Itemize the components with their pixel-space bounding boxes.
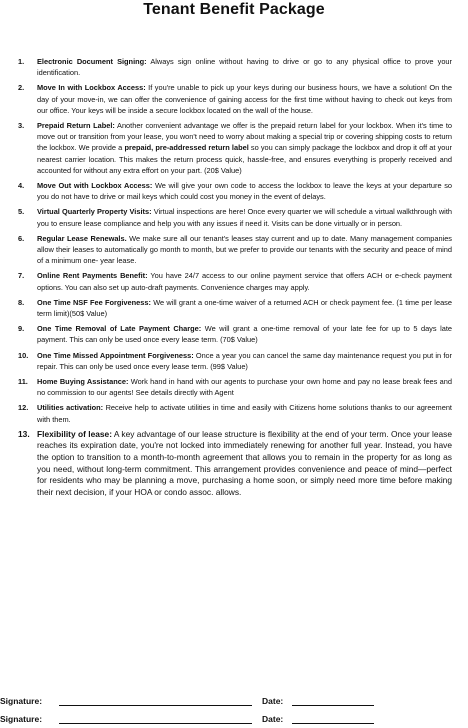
signature-label: Signature: (0, 714, 43, 724)
item-heading: One Time Removal of Late Payment Charge: (37, 324, 202, 334)
item-number: 10. (18, 350, 29, 360)
date-line[interactable] (292, 723, 374, 724)
benefit-item (0, 323, 468, 345)
item-text: Always sign online without having to drive or go to any physical office to prove your identification. (37, 57, 452, 78)
item-text: A key advantage of our lease structure is flexibility at the end of your term. Once your lease reaches its expiration date, you're not locked into immediately renewing for another full year. Instead, you have the option to transition to a month-to-month agreement that allows you to remain in the property for as long as you need, without long-term commitment. This arrangement provides convenience and peace of mind—perfect for residents who may be planning a move, purchasing a home soon, or simply need more time before making their next decision, if your HOA or condo assoc. allows. (37, 428, 453, 497)
item-heading: Electronic Document Signing: (37, 57, 147, 66)
item-heading: Virtual Quarterly Property Visits: (37, 207, 152, 217)
signature-line[interactable] (59, 723, 252, 724)
item-text: You have 24/7 access to our online payment service that offers ACH or e-check payment options. You can also set up auto-draft payments. Convenience charges may apply. (37, 271, 452, 292)
item-heading: Home Buying Assistance: (37, 377, 129, 387)
signature-line[interactable] (59, 705, 252, 706)
benefit-item (0, 429, 468, 499)
item-heading: One Time NSF Fee Forgiveness: (37, 297, 151, 307)
item-heading: Move Out with Lockbox Access: (37, 181, 153, 191)
item-text: We will grant a one-time removal of your late fee for up to 5 days late payment. This can only be used once every lease term. (70$ Value) (37, 324, 452, 345)
item-number: 12. (18, 403, 29, 413)
benefit-item (0, 206, 468, 228)
item-number: 8. (18, 297, 25, 307)
item-heading: Move In with Lockbox Access: (37, 83, 146, 93)
item-number: 13. (18, 428, 30, 439)
item-heading: Prepaid Return Label: (37, 121, 115, 131)
item-heading: One Time Missed Appointment Forgiveness: (37, 350, 194, 360)
document-title: Tenant Benefit Package (143, 1, 325, 18)
signature-row (0, 714, 468, 728)
item-number: 6. (18, 233, 25, 243)
item-text: Virtual inspections are here! Once every quarter we will schedule a virtual walkthrough with you to ensure lease compliance and help you with any issues if need it. Visits can be done virtually or in person. (37, 207, 452, 228)
item-text: Once a year you can cancel the same day maintenance request you put in for repair. This can only be used once every lease term. (99$ Value) (37, 350, 452, 371)
item-text: Another convenient advantage we offer is the prepaid return label for your lockbox. When it's time to move out or transition from your lease, you won't need to worry about making a special trip or covering shipping costs to return the lockbox. We provide a (37, 121, 452, 153)
benefit-list (0, 56, 468, 502)
benefit-item (0, 297, 468, 319)
item-text: Receive help to activate utilities in time and easily with Citizens home solutions thanks to our agreement with them. (37, 403, 452, 424)
item-text: We make sure all our tenant's leases stay current and up to date. Many management companies allow their leases to automatically go month to month, but we prefer to provide our tenants with the security and peace of mind of a minimum one- year lease. (37, 233, 452, 266)
date-label: Date: (262, 714, 284, 724)
item-text-continued: so you can simply package the lockbox and drop it off at your nearest carrier location. This makes the return process quick, hassle-free, and ensures everything is properly received and accounted for without any extra effort on your part. (20$ Value) (37, 143, 452, 175)
item-number: 4. (18, 181, 25, 191)
item-number: 1. (18, 57, 25, 66)
benefit-item (0, 270, 468, 292)
item-number: 11. (18, 377, 28, 387)
item-heading: Regular Lease Renewals. (37, 233, 127, 243)
signature-row (0, 696, 468, 710)
item-number: 2. (18, 83, 25, 93)
item-heading: Online Rent Payments Benefit: (37, 271, 148, 281)
item-text: We will grant a one-time waiver of a returned ACH or check payment fee. (1 time per lease term limit)(50$ Value) (37, 297, 452, 319)
item-number: 5. (18, 207, 25, 217)
item-text: If you're unable to pick up your keys during our business hours, we have a solution! On the day of your move-in, we can offer the convenience of gaining access for the first time without having to check out keys from our office. Your keys will be inside a secure lockbox located on the wall of the house. (37, 83, 452, 115)
item-text: Work hand in hand with our agents to purchase your own home and pay no lease break fees and no commission to our agents! See details directly with Agent (37, 377, 452, 398)
item-number: 9. (18, 324, 25, 334)
signature-label: Signature: (0, 696, 43, 706)
benefit-item (0, 402, 468, 424)
benefit-item (0, 376, 468, 398)
benefit-item (0, 56, 468, 78)
date-label: Date: (262, 696, 284, 706)
item-emphasis: prepaid, pre-addressed return label (124, 143, 249, 153)
benefit-item (0, 180, 468, 202)
item-number: 7. (18, 271, 25, 281)
item-text: We will give your own code to access the lockbox to leave the keys at your departure so you do not have to drive or mail keys which could cost you money in the event of delays. (37, 181, 452, 202)
benefit-item (0, 350, 468, 372)
benefit-item (0, 82, 468, 116)
benefit-item (0, 120, 468, 176)
item-number: 3. (18, 121, 25, 131)
item-heading: Flexibility of lease: (37, 428, 113, 439)
date-line[interactable] (292, 705, 374, 706)
benefit-item (0, 233, 468, 267)
item-heading: Utilities activation: (37, 403, 104, 413)
